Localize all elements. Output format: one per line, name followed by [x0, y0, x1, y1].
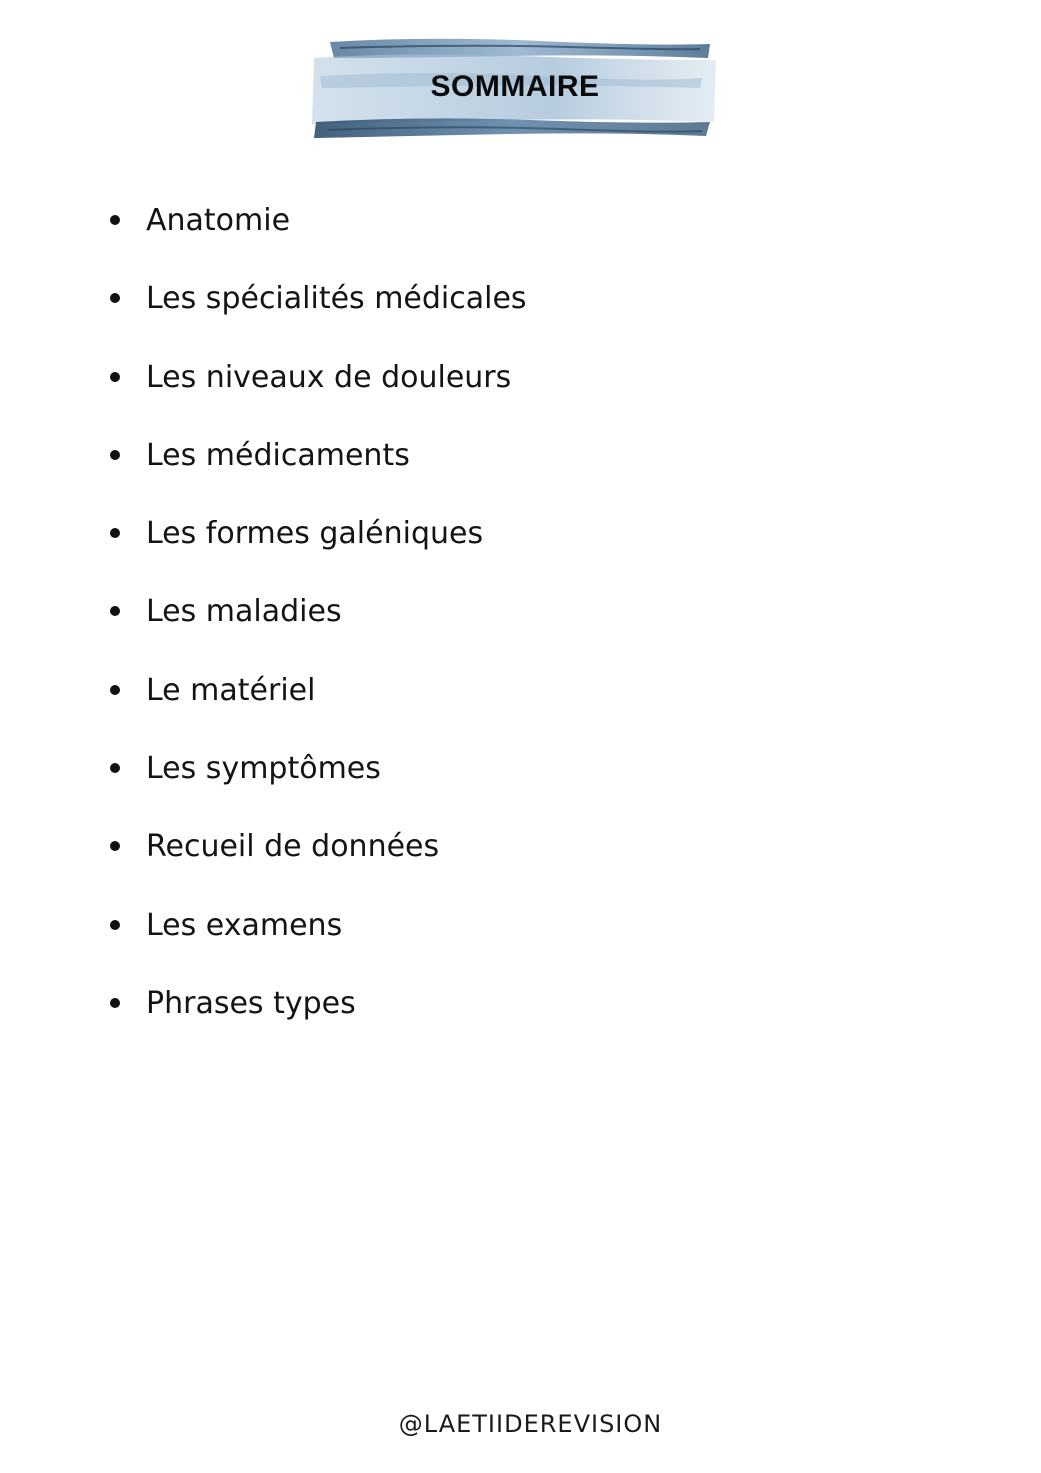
list-item-label: Recueil de données	[146, 829, 440, 865]
bullet-icon	[110, 841, 120, 851]
bullet-icon	[110, 372, 120, 382]
list-item	[108, 355, 908, 433]
list-item-label: Les spécialités médicales	[146, 281, 527, 317]
list-item-label: Anatomie	[146, 203, 291, 238]
list-item-label: Les niveaux de douleurs	[146, 359, 512, 395]
list-item	[108, 746, 908, 824]
list-item-label: Les examens	[146, 907, 343, 943]
page-title: SOMMAIRE	[430, 70, 600, 103]
bullet-icon	[110, 920, 120, 930]
bullet-icon	[110, 528, 120, 538]
bullet-icon	[110, 998, 120, 1008]
bullet-icon	[110, 293, 120, 303]
bullet-icon	[110, 685, 120, 695]
list-item	[108, 511, 908, 589]
list-item	[108, 589, 908, 667]
footer-handle: @LAETIIDEREVISION	[398, 1410, 663, 1438]
list-item	[108, 903, 908, 981]
list-item-label: Les symptômes	[146, 751, 381, 787]
bullet-icon	[110, 606, 120, 616]
list-item-label: Les formes galéniques	[146, 516, 484, 552]
list-item-label: Les médicaments	[146, 437, 410, 473]
list-item-label: Les maladies	[146, 594, 342, 630]
list-item	[108, 981, 908, 1059]
list-item	[108, 668, 908, 746]
bullet-icon	[110, 450, 120, 460]
title-banner	[310, 36, 720, 142]
list-item-label: Phrases types	[146, 985, 356, 1021]
list-item	[108, 276, 908, 354]
list-item-label: Le matériel	[146, 672, 316, 708]
list-item	[108, 198, 908, 276]
table-of-contents	[108, 198, 908, 1059]
list-item	[108, 433, 908, 511]
bullet-icon	[110, 763, 120, 773]
bullet-icon	[110, 215, 120, 225]
list-item	[108, 824, 908, 902]
